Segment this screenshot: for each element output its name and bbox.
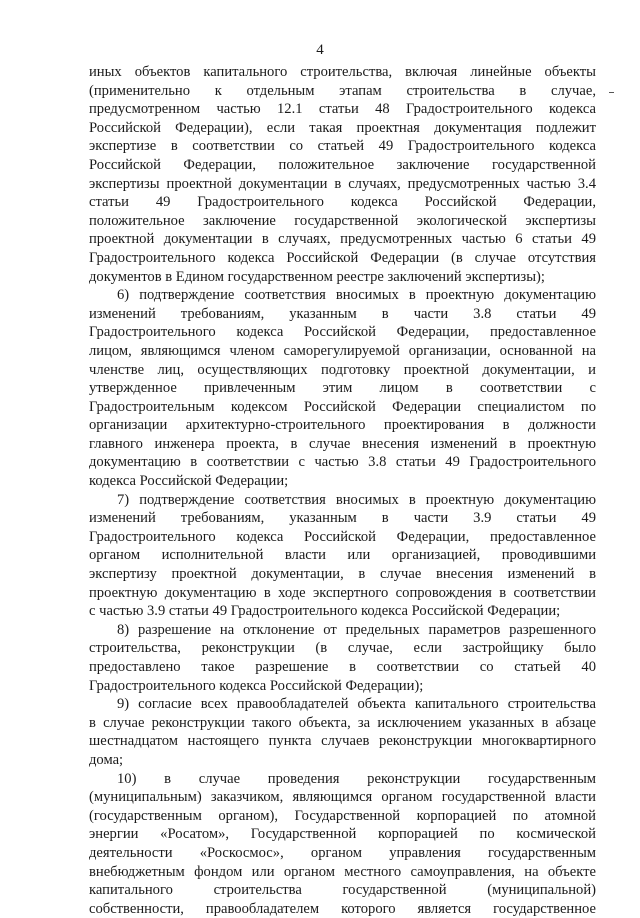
text-line: статьи 49 Градостроительного кодекса Российской Федерации, — [89, 194, 596, 211]
text-line: иных объектов капитального строительства, включая линейные объекты — [89, 64, 596, 80]
text-line: с частью 3.9 статьи 49 Градостроительного кодекса Российской Федерации; — [89, 603, 561, 620]
text-line: экспертизы проектной документации в случаях, предусмотренных частью 3.4 — [89, 175, 596, 192]
text-line: положительное заключение государственной экологической экспертизы — [89, 212, 596, 229]
text-line: собственности, правообладателем которого является государственное — [89, 900, 596, 917]
text-line: шестнадцатом настоящего пункта случаев реконструкции многоквартирного — [89, 733, 596, 750]
text-line: (муниципальным) заказчиком, являющимся органом государственной власти — [89, 789, 596, 806]
paragraph-p-7 — [89, 491, 596, 621]
text-line: дома; — [89, 751, 124, 768]
text-line: предоставлено такое разрешение в соответствии со статьей 40 — [89, 659, 596, 675]
paragraph-p-cont — [89, 63, 596, 286]
text-line: проектной документации в случаях, предусмотренных частью 6 статьи 49 — [89, 231, 596, 248]
text-line: кодекса Российской Федерации; — [89, 473, 289, 490]
text-line: экспертизу проектной документации, в случае внесения изменений в — [89, 566, 596, 583]
text-line: деятельности «Роскосмос», органом управления государственным — [89, 844, 596, 861]
text-line: (государственным органом), Государственной корпорацией по атомной — [89, 807, 596, 824]
text-line: Российской Федерации), если такая проектная документация подлежит — [89, 119, 596, 136]
paragraph-p-9 — [89, 695, 596, 769]
text-line: лицом, являющимся членом саморегулируемой организации, основанной на — [89, 342, 596, 359]
text-line: энергии «Росатом», Государственной корпорацией по космической — [89, 826, 596, 843]
text-line: 9) согласие всех правообладателей объекта капитального строительства — [117, 696, 596, 713]
text-line: утвержденное привлеченным этим лицом в соответствии с — [89, 380, 596, 397]
text-line: 8) разрешение на отклонение от предельных параметров разрешенного — [117, 621, 596, 638]
text-line: предусмотренном частью 12.1 статьи 48 Градостроительного кодекса — [89, 101, 596, 118]
text-line: внебюджетным фондом или органом местного самоуправления, на объекте — [89, 863, 596, 880]
text-line: органом исполнительной власти или организацией, проводившими — [89, 547, 596, 564]
text-line: Градостроительного кодекса Российской Федерации, предоставленное — [89, 324, 596, 341]
text-line: Градостроительного кодекса Российской Федерации); — [89, 677, 424, 694]
text-line: Градостроительного кодекса Российской Федерации, предоставленное — [89, 528, 596, 545]
paragraph-p-8 — [89, 621, 596, 695]
text-line: экспертизе в соответствии со статьей 49 Градостроительного кодекса — [89, 138, 596, 155]
text-line: изменений требованиям, указанным в части 3.8 статьи 49 — [89, 305, 596, 322]
text-line: документацию в соответствии с частью 3.8 статьи 49 Градостроительного — [89, 454, 596, 471]
margin-mark — [609, 92, 614, 93]
text-line: (применительно к отдельным этапам строительства в случае, — [89, 82, 596, 99]
text-line: проектную документацию в ходе экспертного сопровождения в соответствии — [89, 584, 596, 601]
text-line: 6) подтверждение соответствия вносимых в проектную документацию — [117, 287, 596, 304]
text-line: капитального строительства государственной (муниципальной) — [89, 882, 596, 899]
page-number: 4 — [316, 42, 324, 58]
text-line: Градостроительным кодексом Российской Федерации специалистом по — [89, 398, 596, 415]
text-line: изменений требованиям, указанным в части 3.9 статьи 49 — [89, 510, 596, 527]
text-line: документов в Едином государственном реестре заключений экспертизы); — [89, 268, 545, 285]
document-body — [89, 63, 596, 918]
text-line: строительства, реконструкции (в случае, если застройщику было — [89, 640, 596, 657]
text-line: 10) в случае проведения реконструкции государственным — [117, 770, 596, 787]
text-line: Градостроительного кодекса Российской Федерации (в случае отсутствия — [89, 249, 596, 266]
paragraph-p-6 — [89, 286, 596, 491]
text-line: 7) подтверждение соответствия вносимых в проектную документацию — [117, 491, 596, 508]
text-line: в случае реконструкции такого объекта, за исключением указанных в абзаце — [89, 714, 596, 731]
text-line: Российской Федерации, положительное заключение государственной — [89, 156, 596, 173]
text-line: главного инженера проекта, в случае внесения изменений в проектную — [89, 435, 596, 452]
paragraph-p-10 — [89, 770, 596, 918]
text-line: членстве лиц, осуществляющих подготовку проектной документации, и — [89, 361, 596, 378]
text-line: организации архитектурно-строительного проектирования в должности — [89, 417, 596, 434]
